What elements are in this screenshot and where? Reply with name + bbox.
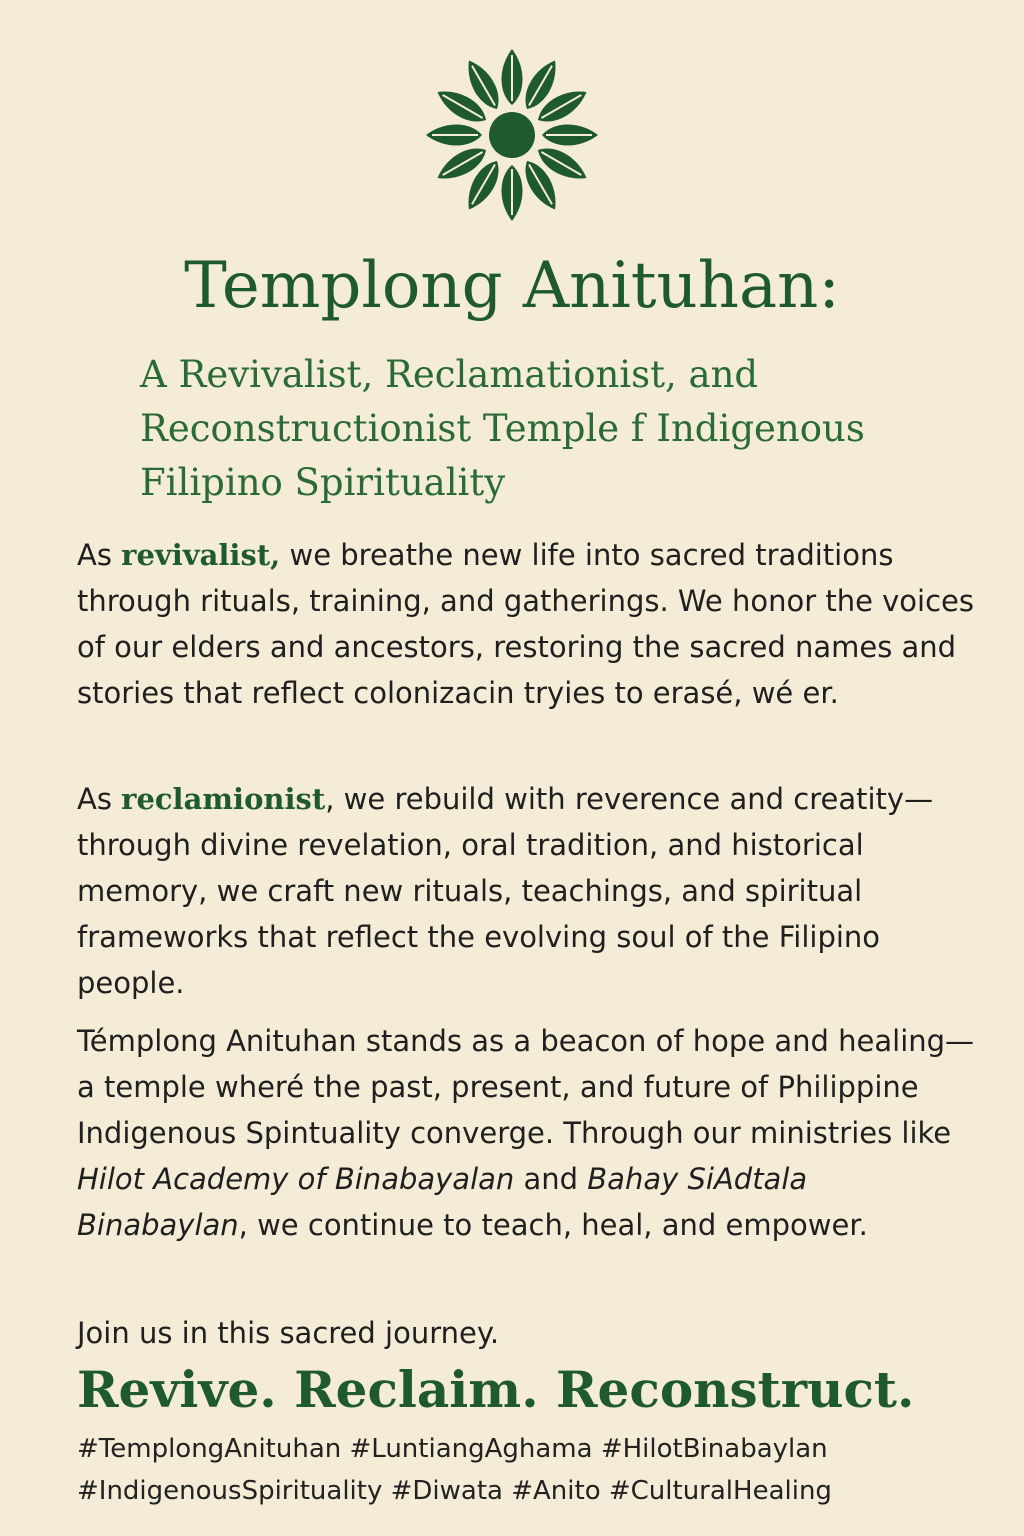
- subtitle: [140, 348, 940, 510]
- page-title: Templong Anituhan:: [184, 249, 840, 323]
- paragraph-text: we breathe new life into sacred traditions through rituals, training, and gatherings. We honor the voices of our elders and ancestors, restoring the sacred names and stories that reflect colonizacin tryies to erasé, wé er.: [77, 538, 975, 710]
- paragraph-text: , we continue to teach, heal, and empower.: [238, 1208, 868, 1242]
- paragraph-text: , we rebuild with reverence and creatity—through divine revelation, oral tradition, and historical memory, we craft new rituals, teachings, and spiritual frameworks that reflect the evolving soul of the Filipino people.: [77, 782, 934, 1000]
- leaf-petal-icon: [542, 125, 598, 146]
- paragraph-text: and: [514, 1162, 588, 1196]
- paragraph-prefix: As: [77, 538, 122, 572]
- ministry-name-bahay: Bahay SiAdtala Binabaylan: [77, 1162, 808, 1242]
- sun-flower-leaf-emblem-icon: [402, 40, 622, 230]
- leaf-petal-icon: [502, 49, 523, 105]
- temple-description-paragraph: [77, 1018, 977, 1248]
- reclamionist-keyword: reclamionist: [121, 782, 326, 816]
- ministry-name-hilot-academy: Hilot Academy of Binabayalan: [77, 1162, 515, 1196]
- leaf-petal-icon: [502, 165, 523, 221]
- subtitle-line-2: Reconstructionist Temple f Indigenous: [140, 407, 865, 450]
- tagline: Revive. Reclaim. Reconstruct.: [77, 1360, 915, 1419]
- subtitle-line-3: Filipino Spirituality: [140, 461, 506, 504]
- reclamionist-paragraph: [77, 776, 977, 1006]
- paragraph-prefix: As: [77, 782, 122, 816]
- leaf-petal-icon: [426, 125, 482, 146]
- hashtags-line-1: #TemplongAnituhan #LuntiangAghama #HilotBinabaylan: [77, 1434, 828, 1464]
- revivalist-keyword: revivalist,: [121, 538, 281, 572]
- revivalist-paragraph: [77, 532, 977, 716]
- subtitle-line-1: A Revivalist, Reclamationist, and: [140, 353, 759, 396]
- paragraph-text: Témplong Anituhan stands as a beacon of hope and healing—a temple wheré the past, present, and future of Philippine Indigenous Spintuality converge. Through our ministries like: [77, 1024, 975, 1150]
- invitation-text: Join us in this sacred journey.: [77, 1316, 500, 1350]
- hashtags-line-2: #IndigenousSpirituality #Diwata #Anito #CulturalHealing: [77, 1476, 832, 1506]
- hashtags: [77, 1428, 977, 1512]
